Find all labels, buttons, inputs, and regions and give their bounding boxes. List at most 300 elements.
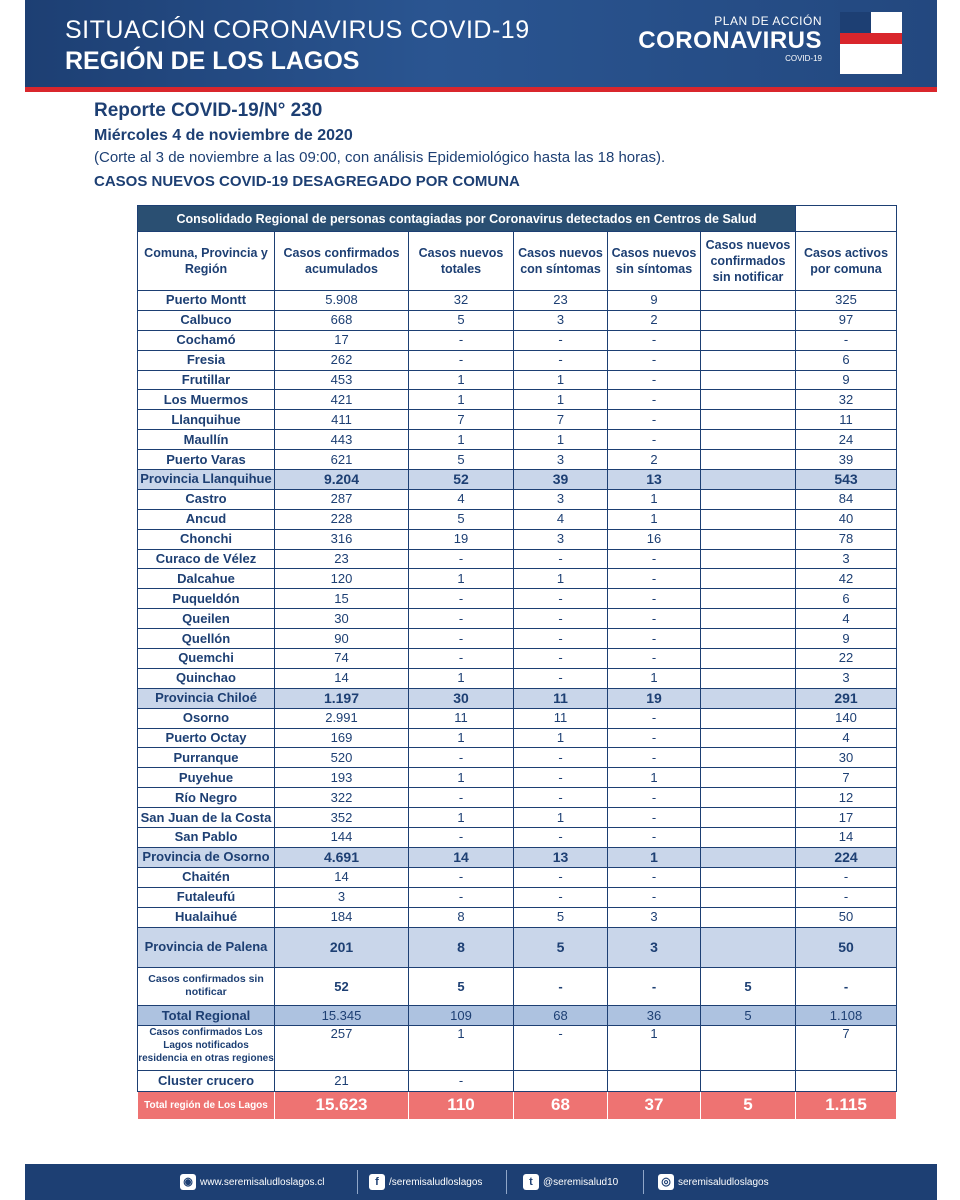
- value-cell: -: [608, 430, 701, 450]
- value-cell: 14: [275, 867, 409, 887]
- value-cell: 2: [608, 450, 701, 470]
- value-cell: [701, 728, 796, 748]
- coronavirus-label: CORONAVIRUS: [638, 27, 822, 54]
- value-cell: -: [608, 828, 701, 848]
- value-cell: 39: [514, 470, 608, 490]
- table-row: [138, 788, 897, 808]
- table-row: [138, 967, 897, 1005]
- value-cell: 287: [275, 489, 409, 509]
- table-row: [138, 887, 897, 907]
- value-cell: 90: [275, 629, 409, 649]
- value-cell: -: [514, 549, 608, 569]
- value-cell: 120: [275, 569, 409, 589]
- table-title-row: [138, 206, 897, 232]
- value-cell: 2.991: [275, 708, 409, 728]
- value-cell: 1: [608, 489, 701, 509]
- header-title-1: SITUACIÓN CORONAVIRUS COVID-19: [65, 16, 530, 44]
- table-row: [138, 847, 897, 867]
- value-cell: 5: [701, 1005, 796, 1025]
- value-cell: [701, 489, 796, 509]
- value-cell: [701, 649, 796, 669]
- value-cell: -: [514, 330, 608, 350]
- government-logo: [840, 12, 902, 74]
- value-cell: -: [796, 330, 897, 350]
- row-name-cell: Castro: [138, 489, 275, 509]
- footer-facebook-label: /seremisaludloslagos: [389, 1176, 483, 1188]
- table-row: [138, 688, 897, 708]
- value-cell: [701, 887, 796, 907]
- value-cell: 8: [409, 907, 514, 927]
- table-row: [138, 291, 897, 311]
- row-name-cell: Río Negro: [138, 788, 275, 808]
- value-cell: 5: [409, 310, 514, 330]
- value-cell: 4.691: [275, 847, 409, 867]
- value-cell: 140: [796, 708, 897, 728]
- value-cell: -: [796, 967, 897, 1005]
- value-cell: 421: [275, 390, 409, 410]
- value-cell: 3: [514, 450, 608, 470]
- value-cell: 6: [796, 589, 897, 609]
- table-title: Consolidado Regional de personas contagiadas por Coronavirus detectados en Centros de Salud: [138, 206, 796, 232]
- value-cell: -: [409, 589, 514, 609]
- facebook-icon: f: [369, 1174, 385, 1190]
- table-row: [138, 1025, 897, 1070]
- table-row: [138, 808, 897, 828]
- value-cell: 193: [275, 768, 409, 788]
- row-name-cell: Cochamó: [138, 330, 275, 350]
- value-cell: -: [514, 887, 608, 907]
- value-cell: 1: [608, 1025, 701, 1070]
- table-row: [138, 1091, 897, 1119]
- row-name-cell: Puerto Varas: [138, 450, 275, 470]
- value-cell: [701, 450, 796, 470]
- value-cell: 4: [796, 609, 897, 629]
- value-cell: 30: [409, 688, 514, 708]
- value-cell: -: [409, 609, 514, 629]
- value-cell: 9: [796, 370, 897, 390]
- value-cell: 21: [275, 1070, 409, 1091]
- value-cell: 322: [275, 788, 409, 808]
- value-cell: 520: [275, 748, 409, 768]
- value-cell: [701, 748, 796, 768]
- header-red-line: [25, 87, 937, 92]
- value-cell: -: [409, 649, 514, 669]
- footer-twitter[interactable]: [523, 1174, 618, 1190]
- value-cell: [701, 330, 796, 350]
- value-cell: 1: [608, 768, 701, 788]
- value-cell: [701, 291, 796, 311]
- row-name-cell: Maullín: [138, 430, 275, 450]
- value-cell: 9: [608, 291, 701, 311]
- table-row: [138, 549, 897, 569]
- value-cell: [701, 688, 796, 708]
- row-name-cell: Purranque: [138, 748, 275, 768]
- value-cell: 224: [796, 847, 897, 867]
- value-cell: 2: [608, 310, 701, 330]
- value-cell: 1: [514, 430, 608, 450]
- value-cell: 443: [275, 430, 409, 450]
- row-name-cell: San Pablo: [138, 828, 275, 848]
- value-cell: [701, 768, 796, 788]
- value-cell: 37: [608, 1091, 701, 1119]
- value-cell: 1: [409, 370, 514, 390]
- row-name-cell: Quellón: [138, 629, 275, 649]
- value-cell: 5: [409, 509, 514, 529]
- table-row: [138, 569, 897, 589]
- row-name-cell: Llanquihue: [138, 410, 275, 430]
- value-cell: 30: [796, 748, 897, 768]
- value-cell: 1: [608, 847, 701, 867]
- value-cell: -: [608, 569, 701, 589]
- value-cell: [514, 1070, 608, 1091]
- value-cell: -: [514, 649, 608, 669]
- row-name-cell: Puqueldón: [138, 589, 275, 609]
- value-cell: -: [409, 887, 514, 907]
- report-subtitle: CASOS NUEVOS COVID-19 DESAGREGADO POR COMUNA: [94, 173, 520, 190]
- value-cell: 15.345: [275, 1005, 409, 1025]
- value-cell: [701, 828, 796, 848]
- value-cell: [701, 390, 796, 410]
- value-cell: 7: [796, 768, 897, 788]
- value-cell: 453: [275, 370, 409, 390]
- value-cell: [701, 808, 796, 828]
- value-cell: -: [608, 748, 701, 768]
- value-cell: 78: [796, 529, 897, 549]
- value-cell: 110: [409, 1091, 514, 1119]
- value-cell: 36: [608, 1005, 701, 1025]
- table-row: [138, 529, 897, 549]
- value-cell: -: [409, 867, 514, 887]
- value-cell: -: [409, 1070, 514, 1091]
- value-cell: 1: [409, 728, 514, 748]
- value-cell: [701, 708, 796, 728]
- row-name-cell: Curaco de Vélez: [138, 549, 275, 569]
- row-name-cell: Hualaihué: [138, 907, 275, 927]
- footer-instagram-label: seremisaludloslagos: [678, 1176, 769, 1188]
- value-cell: 12: [796, 788, 897, 808]
- row-name-cell: Chonchi: [138, 529, 275, 549]
- value-cell: [701, 569, 796, 589]
- value-cell: -: [608, 350, 701, 370]
- plan-accion-logo: [638, 14, 822, 63]
- col-header-sin-sintomas: Casos nuevos sin síntomas: [608, 232, 701, 291]
- value-cell: 621: [275, 450, 409, 470]
- table-row: [138, 390, 897, 410]
- table-row: [138, 668, 897, 688]
- value-cell: 316: [275, 529, 409, 549]
- value-cell: 1: [608, 668, 701, 688]
- value-cell: 1: [514, 370, 608, 390]
- value-cell: 109: [409, 1005, 514, 1025]
- table-row: [138, 629, 897, 649]
- value-cell: 5: [701, 1091, 796, 1119]
- table-row: [138, 430, 897, 450]
- value-cell: 3: [608, 907, 701, 927]
- value-cell: [701, 907, 796, 927]
- value-cell: 19: [608, 688, 701, 708]
- value-cell: 11: [514, 688, 608, 708]
- value-cell: 15.623: [275, 1091, 409, 1119]
- value-cell: 50: [796, 907, 897, 927]
- value-cell: -: [608, 370, 701, 390]
- value-cell: 228: [275, 509, 409, 529]
- value-cell: 52: [275, 967, 409, 1005]
- value-cell: [701, 589, 796, 609]
- row-name-cell: Queilen: [138, 609, 275, 629]
- value-cell: 1: [409, 668, 514, 688]
- value-cell: 1: [514, 390, 608, 410]
- value-cell: [701, 668, 796, 688]
- row-name-cell: Frutillar: [138, 370, 275, 390]
- value-cell: [701, 867, 796, 887]
- col-header-comuna: Comuna, Provincia y Región: [138, 232, 275, 291]
- col-header-activos: Casos activos por comuna: [796, 232, 897, 291]
- plan-label: PLAN DE ACCIÓN: [714, 14, 822, 28]
- value-cell: 3: [796, 549, 897, 569]
- value-cell: 23: [275, 549, 409, 569]
- value-cell: 17: [275, 330, 409, 350]
- table-row: [138, 1070, 897, 1091]
- web-icon: ◉: [180, 1174, 196, 1190]
- value-cell: 50: [796, 927, 897, 967]
- value-cell: 15: [275, 589, 409, 609]
- value-cell: 543: [796, 470, 897, 490]
- value-cell: 4: [409, 489, 514, 509]
- header-title-2: REGIÓN DE LOS LAGOS: [65, 47, 360, 75]
- value-cell: -: [608, 549, 701, 569]
- value-cell: 3: [608, 927, 701, 967]
- value-cell: [701, 927, 796, 967]
- value-cell: 352: [275, 808, 409, 828]
- value-cell: -: [796, 887, 897, 907]
- row-name-cell: Cluster crucero: [138, 1070, 275, 1091]
- value-cell: 1: [608, 509, 701, 529]
- footer-instagram[interactable]: [658, 1174, 769, 1190]
- value-cell: [701, 470, 796, 490]
- value-cell: 1: [409, 808, 514, 828]
- row-name-cell: Provincia Chiloé: [138, 688, 275, 708]
- value-cell: 52: [409, 470, 514, 490]
- instagram-icon: ◎: [658, 1174, 674, 1190]
- footer-web-label: www.seremisaludloslagos.cl: [200, 1176, 325, 1188]
- value-cell: -: [409, 549, 514, 569]
- value-cell: [701, 410, 796, 430]
- value-cell: [701, 609, 796, 629]
- value-cell: 11: [796, 410, 897, 430]
- value-cell: -: [514, 748, 608, 768]
- value-cell: -: [514, 828, 608, 848]
- value-cell: 1: [514, 728, 608, 748]
- table-header-row: [138, 232, 897, 291]
- value-cell: -: [608, 788, 701, 808]
- value-cell: 5: [514, 927, 608, 967]
- row-name-cell: Osorno: [138, 708, 275, 728]
- value-cell: 169: [275, 728, 409, 748]
- report-number: Reporte COVID-19/N° 230: [94, 100, 323, 121]
- value-cell: -: [514, 867, 608, 887]
- table-row: [138, 370, 897, 390]
- table-row: [138, 310, 897, 330]
- value-cell: 74: [275, 649, 409, 669]
- value-cell: -: [409, 748, 514, 768]
- value-cell: -: [514, 350, 608, 370]
- value-cell: [701, 310, 796, 330]
- value-cell: 3: [275, 887, 409, 907]
- value-cell: 5: [514, 907, 608, 927]
- report-date: Miércoles 4 de noviembre de 2020: [94, 127, 353, 144]
- table-row: [138, 768, 897, 788]
- value-cell: 24: [796, 430, 897, 450]
- value-cell: [701, 847, 796, 867]
- header-banner: [25, 0, 937, 92]
- value-cell: 97: [796, 310, 897, 330]
- table-row: [138, 867, 897, 887]
- value-cell: -: [514, 768, 608, 788]
- row-name-cell: Puerto Octay: [138, 728, 275, 748]
- row-name-cell: Quinchao: [138, 668, 275, 688]
- table-row: [138, 728, 897, 748]
- value-cell: 291: [796, 688, 897, 708]
- value-cell: 42: [796, 569, 897, 589]
- value-cell: -: [409, 330, 514, 350]
- row-name-cell: Provincia Llanquihue: [138, 470, 275, 490]
- report-cutoff: (Corte al 3 de noviembre a las 09:00, con análisis Epidemiológico hasta las 18 horas).: [94, 149, 666, 166]
- col-header-con-sintomas: Casos nuevos con síntomas: [514, 232, 608, 291]
- value-cell: 1: [514, 808, 608, 828]
- value-cell: 4: [796, 728, 897, 748]
- row-name-cell: Chaitén: [138, 867, 275, 887]
- value-cell: 68: [514, 1091, 608, 1119]
- value-cell: 1: [409, 430, 514, 450]
- row-name-cell: Casos confirmados Los Lagos notificados residencia en otras regiones: [138, 1025, 275, 1070]
- value-cell: 3: [514, 489, 608, 509]
- value-cell: 30: [275, 609, 409, 629]
- value-cell: [701, 529, 796, 549]
- table-row: [138, 509, 897, 529]
- value-cell: [701, 1025, 796, 1070]
- value-cell: 668: [275, 310, 409, 330]
- table-row: [138, 828, 897, 848]
- value-cell: [608, 1070, 701, 1091]
- value-cell: 4: [514, 509, 608, 529]
- col-header-sin-notificar: Casos nuevos confirmados sin notificar: [701, 232, 796, 291]
- value-cell: -: [514, 609, 608, 629]
- value-cell: 3: [514, 529, 608, 549]
- table-row: [138, 410, 897, 430]
- value-cell: [701, 370, 796, 390]
- value-cell: -: [608, 728, 701, 748]
- table-row: [138, 489, 897, 509]
- col-header-acumulados: Casos confirmados acumulados: [275, 232, 409, 291]
- footer-bar: [25, 1164, 937, 1200]
- table-row: [138, 330, 897, 350]
- value-cell: 1: [409, 569, 514, 589]
- value-cell: 7: [796, 1025, 897, 1070]
- value-cell: 3: [796, 668, 897, 688]
- value-cell: 84: [796, 489, 897, 509]
- table-row: [138, 649, 897, 669]
- value-cell: [701, 549, 796, 569]
- value-cell: -: [608, 887, 701, 907]
- row-name-cell: Futaleufú: [138, 887, 275, 907]
- value-cell: 1: [409, 768, 514, 788]
- value-cell: -: [514, 589, 608, 609]
- value-cell: 11: [514, 708, 608, 728]
- row-name-cell: Provincia de Palena: [138, 927, 275, 967]
- value-cell: 32: [796, 390, 897, 410]
- value-cell: 13: [608, 470, 701, 490]
- row-name-cell: Total Regional: [138, 1005, 275, 1025]
- value-cell: -: [409, 629, 514, 649]
- value-cell: 1.115: [796, 1091, 897, 1119]
- table-row: [138, 907, 897, 927]
- value-cell: [701, 430, 796, 450]
- value-cell: -: [608, 867, 701, 887]
- value-cell: 19: [409, 529, 514, 549]
- value-cell: -: [409, 828, 514, 848]
- value-cell: -: [608, 808, 701, 828]
- covid-label: COVID-19: [785, 54, 822, 63]
- value-cell: -: [608, 390, 701, 410]
- footer-facebook[interactable]: [369, 1174, 482, 1190]
- table-row: [138, 450, 897, 470]
- value-cell: -: [409, 788, 514, 808]
- row-name-cell: Ancud: [138, 509, 275, 529]
- covid-cases-table: [137, 205, 897, 1120]
- table-row: [138, 589, 897, 609]
- col-header-nuevos-totales: Casos nuevos totales: [409, 232, 514, 291]
- value-cell: -: [514, 629, 608, 649]
- value-cell: 13: [514, 847, 608, 867]
- value-cell: -: [514, 788, 608, 808]
- row-name-cell: Puyehue: [138, 768, 275, 788]
- row-name-cell: Dalcahue: [138, 569, 275, 589]
- value-cell: 40: [796, 509, 897, 529]
- value-cell: 22: [796, 649, 897, 669]
- value-cell: 23: [514, 291, 608, 311]
- value-cell: 7: [409, 410, 514, 430]
- value-cell: 9: [796, 629, 897, 649]
- value-cell: [701, 788, 796, 808]
- value-cell: -: [514, 967, 608, 1005]
- value-cell: 9.204: [275, 470, 409, 490]
- row-name-cell: Calbuco: [138, 310, 275, 330]
- value-cell: -: [608, 410, 701, 430]
- value-cell: 5: [409, 967, 514, 1005]
- value-cell: 8: [409, 927, 514, 967]
- value-cell: 1.197: [275, 688, 409, 708]
- table-row: [138, 927, 897, 967]
- value-cell: 325: [796, 291, 897, 311]
- value-cell: 1.108: [796, 1005, 897, 1025]
- value-cell: -: [608, 708, 701, 728]
- value-cell: 5: [701, 967, 796, 1005]
- row-name-cell: Provincia de Osorno: [138, 847, 275, 867]
- twitter-icon: t: [523, 1174, 539, 1190]
- row-name-cell: Fresia: [138, 350, 275, 370]
- table-row: [138, 1005, 897, 1025]
- value-cell: -: [608, 649, 701, 669]
- value-cell: [701, 1070, 796, 1091]
- value-cell: 11: [409, 708, 514, 728]
- row-name-cell: San Juan de la Costa: [138, 808, 275, 828]
- value-cell: 32: [409, 291, 514, 311]
- value-cell: 14: [275, 668, 409, 688]
- value-cell: -: [608, 589, 701, 609]
- value-cell: 411: [275, 410, 409, 430]
- value-cell: 1: [409, 1025, 514, 1070]
- footer-web[interactable]: [180, 1174, 325, 1190]
